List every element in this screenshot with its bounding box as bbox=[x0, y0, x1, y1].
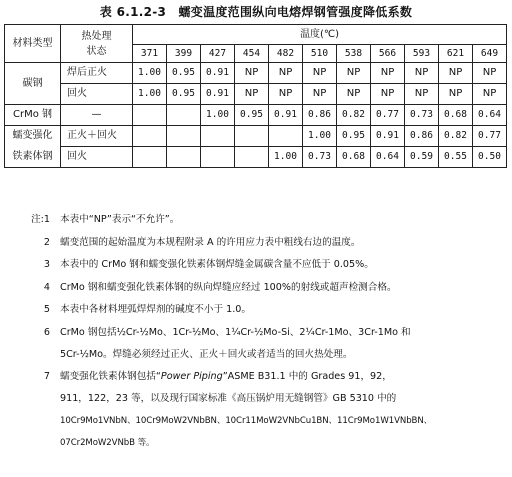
value-cell: NP bbox=[371, 84, 405, 105]
note-text bbox=[60, 322, 510, 366]
value-cell: NP bbox=[439, 63, 473, 84]
value-cell: NP bbox=[473, 63, 507, 84]
value-cell: 0.68 bbox=[439, 105, 473, 126]
value-cell: 0.73 bbox=[303, 147, 337, 168]
value-cell bbox=[235, 147, 269, 168]
material-cell: 蠕变强化 bbox=[5, 126, 61, 147]
note-number: 6 bbox=[43, 326, 50, 338]
note-7-line3: 10Cr9Mo1VNbN、10Cr9MoW2VNbBN、10Cr11MoW2VNbCu1BN、11Cr9Mo1W1VNbBN、 bbox=[60, 415, 433, 426]
value-cell bbox=[235, 126, 269, 147]
note-text: 蠕变范围的起始温度为本规程附录 A 的许用应力表中粗线右边的温度。 bbox=[60, 236, 361, 248]
note-number: 3 bbox=[43, 259, 50, 270]
note-7-line1: 蠕变强化铁素体钢包括“Power Piping”ASME B31.1 中的 Grades 91，92， bbox=[60, 370, 392, 382]
value-cell: NP bbox=[371, 63, 405, 84]
temp-col-7: 566 bbox=[371, 45, 405, 63]
note-number: 2 bbox=[43, 236, 50, 248]
note-text: 本表中的 CrMo 钢和蠕变强化铁素体钢焊缝金属碳含量不应低于 0.05%。 bbox=[60, 259, 374, 270]
value-cell: 0.77 bbox=[473, 126, 507, 147]
table-body bbox=[5, 63, 507, 168]
value-cell: 0.77 bbox=[371, 105, 405, 126]
table-title: 表 6.1.2-3 蠕变温度范围纵向电熔焊钢管强度降低系数 bbox=[99, 5, 413, 19]
table-row bbox=[5, 126, 507, 147]
value-cell: NP bbox=[235, 84, 269, 105]
value-cell: 1.00 bbox=[133, 84, 167, 105]
value-cell: 0.82 bbox=[337, 105, 371, 126]
value-cell: 0.82 bbox=[439, 126, 473, 147]
note-text: 本表中各材料埋弧焊焊剂的碱度不小于 1.0。 bbox=[60, 304, 251, 315]
note-number: 7 bbox=[43, 370, 50, 382]
value-cell: 0.91 bbox=[269, 105, 303, 126]
value-cell: NP bbox=[439, 84, 473, 105]
value-cell bbox=[167, 147, 201, 168]
note-1 bbox=[10, 209, 510, 232]
value-cell bbox=[133, 105, 167, 126]
temp-col-4: 482 bbox=[269, 45, 303, 63]
header-heat-treatment bbox=[61, 25, 133, 63]
note-6 bbox=[10, 322, 510, 366]
value-cell bbox=[167, 105, 201, 126]
value-cell: 0.55 bbox=[439, 147, 473, 168]
table-row bbox=[5, 63, 507, 84]
value-cell: NP bbox=[303, 84, 337, 105]
value-cell: NP bbox=[337, 84, 371, 105]
note-text: CrMo 钢和蠕变强化铁素体钢的纵向焊缝应经过 100%的射线或超声检测合格。 bbox=[60, 281, 397, 293]
material-cell: CrMo 钢 bbox=[5, 105, 61, 126]
value-cell: 0.86 bbox=[303, 105, 337, 126]
temp-col-5: 510 bbox=[303, 45, 337, 63]
note-text: 本表中“NP”表示“不允许”。 bbox=[60, 214, 180, 225]
value-cell: NP bbox=[473, 84, 507, 105]
note-2 bbox=[10, 232, 510, 255]
value-cell: 0.86 bbox=[405, 126, 439, 147]
table-row bbox=[5, 105, 507, 126]
value-cell: 0.95 bbox=[235, 105, 269, 126]
value-cell: 0.95 bbox=[337, 126, 371, 147]
value-cell: NP bbox=[269, 63, 303, 84]
value-cell: NP bbox=[303, 63, 337, 84]
note-6-line1: CrMo 钢包括½Cr-½Mo、1Cr-½Mo、1¼Cr-½Mo-Si、2¼Cr-1Mo、3Cr-1Mo 和 bbox=[60, 326, 411, 338]
header-material-type: 材料类型 bbox=[5, 25, 61, 63]
material-cell: 铁素体钢 bbox=[5, 147, 61, 168]
material-cell: 碳钢 bbox=[5, 63, 61, 105]
value-cell: 0.91 bbox=[201, 63, 235, 84]
heat-treatment-cell: 焊后正火 bbox=[61, 63, 133, 84]
value-cell: 1.00 bbox=[133, 63, 167, 84]
note-6-line2: 5Cr-½Mo。焊缝必须经过正火、正火＋回火或者适当的回火热处理。 bbox=[60, 348, 353, 360]
value-cell: 1.00 bbox=[303, 126, 337, 147]
note-7-line4: 07Cr2MoW2VNbB 等。 bbox=[60, 437, 155, 448]
value-cell: 0.64 bbox=[473, 105, 507, 126]
heat-treatment-cell: 回火 bbox=[61, 147, 133, 168]
heat-treatment-cell: 正火＋回火 bbox=[61, 126, 133, 147]
note-7 bbox=[10, 366, 510, 454]
header-heat-line1: 热处理 bbox=[81, 30, 112, 42]
value-cell: 0.68 bbox=[337, 147, 371, 168]
note-7-italic-title: Power Piping bbox=[160, 370, 223, 382]
heat-treatment-cell: — bbox=[61, 105, 133, 126]
note-3 bbox=[10, 254, 510, 277]
strength-reduction-table bbox=[4, 24, 507, 168]
value-cell: 0.95 bbox=[167, 84, 201, 105]
value-cell: NP bbox=[269, 84, 303, 105]
temp-col-1: 399 bbox=[167, 45, 201, 63]
value-cell bbox=[133, 126, 167, 147]
temp-col-9: 621 bbox=[439, 45, 473, 63]
header-temperature: 温度(℃) bbox=[133, 25, 507, 45]
value-cell: 0.50 bbox=[473, 147, 507, 168]
notes-section bbox=[10, 209, 510, 454]
temp-col-0: 371 bbox=[133, 45, 167, 63]
value-cell: 0.91 bbox=[371, 126, 405, 147]
temp-col-10: 649 bbox=[473, 45, 507, 63]
value-cell: NP bbox=[235, 63, 269, 84]
value-cell: NP bbox=[405, 63, 439, 84]
value-cell: 0.91 bbox=[201, 84, 235, 105]
value-cell bbox=[269, 126, 303, 147]
note-7-line2: 911，122，23 等，以及现行国家标准《高压锅炉用无缝钢管》GB 5310 中的 bbox=[60, 392, 397, 404]
value-cell bbox=[133, 147, 167, 168]
heat-treatment-cell: 回火 bbox=[61, 84, 133, 105]
note-number: 注:1 bbox=[31, 214, 50, 225]
value-cell: 0.95 bbox=[167, 63, 201, 84]
value-cell bbox=[201, 147, 235, 168]
value-cell: 1.00 bbox=[201, 105, 235, 126]
table-row bbox=[5, 84, 507, 105]
header-heat-line2: 状态 bbox=[86, 45, 107, 57]
value-cell: NP bbox=[405, 84, 439, 105]
note-4 bbox=[10, 277, 510, 300]
table-row bbox=[5, 147, 507, 168]
temp-col-8: 593 bbox=[405, 45, 439, 63]
value-cell: NP bbox=[337, 63, 371, 84]
value-cell bbox=[201, 126, 235, 147]
value-cell bbox=[167, 126, 201, 147]
temp-col-6: 538 bbox=[337, 45, 371, 63]
note-text bbox=[60, 366, 510, 454]
note-number: 5 bbox=[43, 304, 50, 315]
temp-col-3: 454 bbox=[235, 45, 269, 63]
note-5 bbox=[10, 299, 510, 322]
value-cell: 0.59 bbox=[405, 147, 439, 168]
value-cell: 0.73 bbox=[405, 105, 439, 126]
value-cell: 0.64 bbox=[371, 147, 405, 168]
temp-col-2: 427 bbox=[201, 45, 235, 63]
value-cell: 1.00 bbox=[269, 147, 303, 168]
note-number: 4 bbox=[43, 281, 50, 293]
